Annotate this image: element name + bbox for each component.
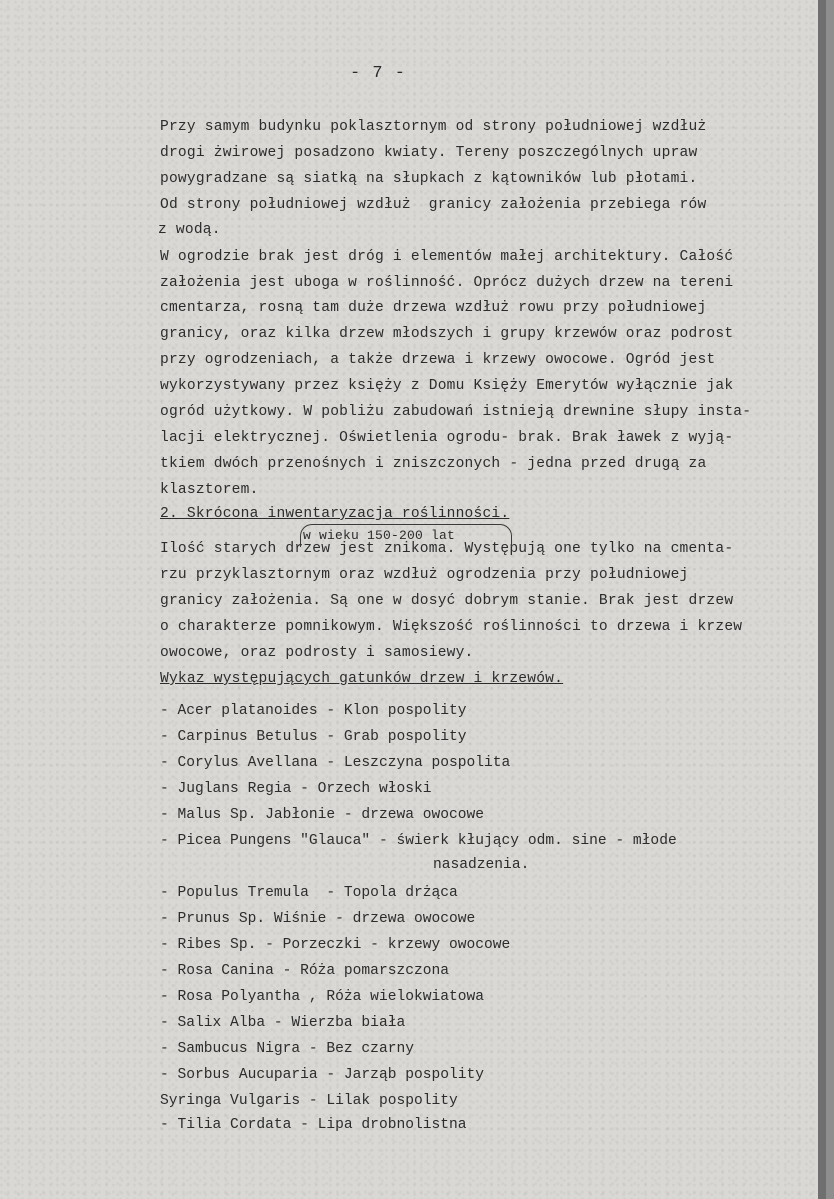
text-line: klasztorem. bbox=[160, 482, 259, 498]
species-list-item: - Malus Sp. Jabłonie - drzewa owocowe bbox=[160, 807, 485, 823]
text-line: powygradzane są siatką na słupkach z kątowników lub płotami. bbox=[160, 171, 698, 187]
handwritten-insertion: w wieku 150-200 lat bbox=[303, 528, 456, 543]
species-list-item: Syringa Vulgaris - Lilak pospolity bbox=[160, 1093, 458, 1109]
species-list-item: - Rosa Polyantha , Róża wielokwiatowa bbox=[160, 989, 485, 1005]
text-line: założenia jest uboga w roślinność. Oprócz dużych drzew na tereni bbox=[160, 275, 734, 291]
text-line: lacji elektrycznej. Oświetlenia ogrodu- brak. Brak ławek z wyją- bbox=[160, 430, 734, 446]
species-list-item: - Tilia Cordata - Lipa drobnolistna bbox=[160, 1117, 467, 1133]
text-line: wykorzystywany przez księży z Domu Księży Emerytów wyłącznie jak bbox=[160, 378, 734, 394]
species-list-item: - Prunus Sp. Wiśnie - drzewa owocowe bbox=[160, 911, 476, 927]
text-line: ogród użytkowy. W pobliżu zabudowań istnieją drewnine słupy insta- bbox=[160, 404, 752, 420]
species-list-item: - Populus Tremula - Topola drżąca bbox=[160, 885, 458, 901]
text-line: owocowe, oraz podrosty i samosiewy. bbox=[160, 645, 474, 661]
species-list-item: - Corylus Avellana - Leszczyna pospolita bbox=[160, 755, 511, 771]
species-list-item: - Salix Alba - Wierzba biała bbox=[160, 1015, 406, 1031]
species-list-item: - Juglans Regia - Orzech włoski bbox=[160, 781, 432, 797]
text-line: tkiem dwóch przenośnych i zniszczonych - jedna przed drugą za bbox=[160, 456, 707, 472]
text-line: granicy, oraz kilka drzew młodszych i grupy krzewów oraz podrost bbox=[160, 326, 734, 342]
section-heading: 2. Skrócona inwentaryzacja roślinności. bbox=[160, 506, 510, 522]
species-list-item: nasadzenia. bbox=[433, 857, 530, 873]
species-list-item: - Sorbus Aucuparia - Jarząb pospolity bbox=[160, 1067, 485, 1083]
species-list-item: - Ribes Sp. - Porzeczki - krzewy owocowe bbox=[160, 937, 511, 953]
text-line: rzu przyklasztornym oraz wzdłuż ogrodzenia przy południowej bbox=[160, 567, 689, 583]
text-line: Ilość starych drzew jest znikoma. Występują one tylko na cmenta- bbox=[160, 541, 734, 557]
species-list-item: - Sambucus Nigra - Bez czarny bbox=[160, 1041, 414, 1057]
species-list-item: - Acer platanoides - Klon pospolity bbox=[160, 703, 467, 719]
text-line: Przy samym budynku poklasztornym od strony południowej wzdłuż bbox=[160, 119, 707, 135]
text-line: drogi żwirowej posadzono kwiaty. Tereny poszczególnych upraw bbox=[160, 145, 698, 161]
text-line: granicy założenia. Są one w dosyć dobrym stanie. Brak jest drzew bbox=[160, 593, 734, 609]
text-line: Od strony południowej wzdłuż granicy założenia przebiega rów bbox=[160, 197, 707, 213]
species-list-item: - Rosa Canina - Róża pomarszczona bbox=[160, 963, 450, 979]
text-line: o charakterze pomnikowym. Większość roślinności to drzewa i krzew bbox=[160, 619, 743, 635]
text-line: przy ogrodzeniach, a także drzewa i krzewy owocowe. Ogród jest bbox=[160, 352, 716, 368]
species-list-item: - Carpinus Betulus - Grab pospolity bbox=[160, 729, 467, 745]
species-list-heading: Wykaz występujących gatunków drzew i krzewów. bbox=[160, 671, 564, 687]
page-number: - 7 - bbox=[350, 64, 407, 83]
text-line: z wodą. bbox=[158, 222, 221, 238]
text-line: cmentarza, rosną tam duże drzewa wzdłuż rowu przy południowej bbox=[160, 300, 707, 316]
text-line: W ogrodzie brak jest dróg i elementów małej architektury. Całość bbox=[160, 249, 734, 265]
page-edge-shadow bbox=[818, 0, 826, 1199]
species-list-item: - Picea Pungens "Glauca" - świerk kłujący odm. sine - młode bbox=[160, 833, 677, 849]
